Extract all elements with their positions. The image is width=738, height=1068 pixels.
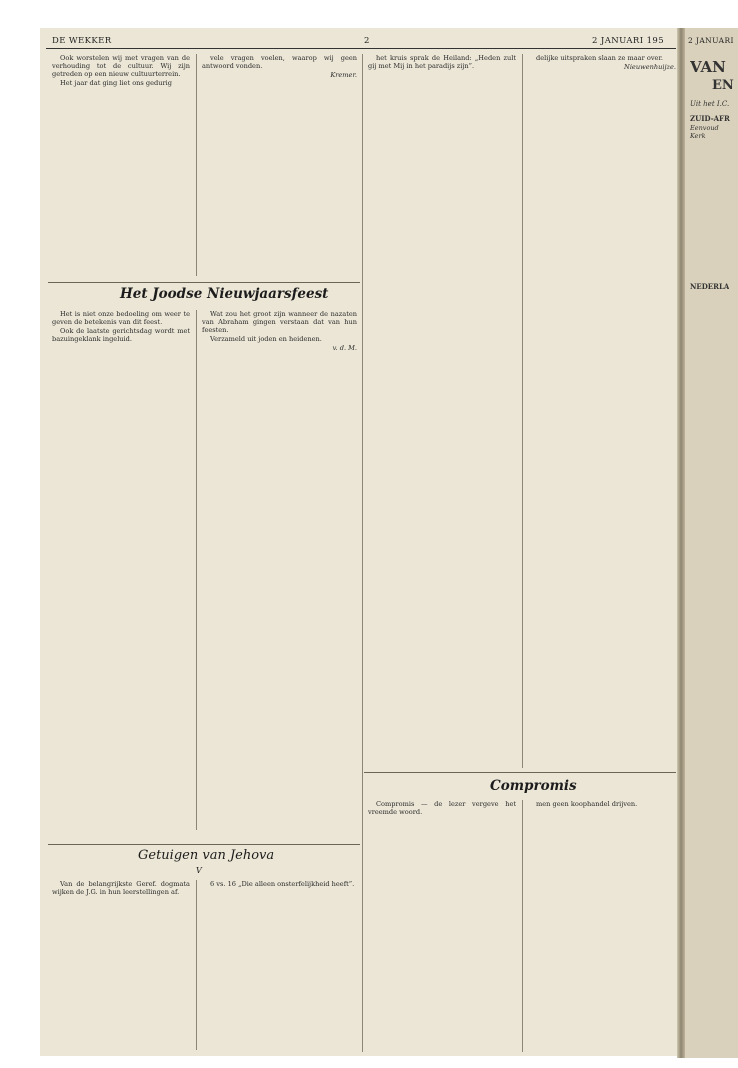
column-divider [196, 880, 197, 1050]
next-page-headline-line2: EN [712, 78, 734, 93]
paragraph: Compromis — de lezer vergeve het vreemde woord. [368, 800, 516, 817]
section-rule [48, 282, 360, 283]
paragraph: Het is niet onze bedoeling om weer te geven de betekenis van dit feest. [52, 310, 190, 327]
column-divider [522, 800, 523, 1052]
column-divider [196, 310, 197, 830]
article-getuigen-col1 [52, 880, 190, 1050]
next-page-section: ZUID-AFR [690, 114, 730, 123]
heading-joodse-nieuwjaarsfeest: Het Joodse Nieuwjaarsfeest [120, 286, 329, 302]
section-rule [364, 772, 676, 773]
paragraph: men geen koophandel drijven. [536, 800, 638, 808]
article-compromis-col2 [528, 800, 676, 1052]
paragraph: Ook de laatste gerichtsdag wordt met bazuingeklank ingeluid. [52, 327, 190, 344]
article-col4 [528, 54, 676, 768]
section-rule [48, 844, 360, 845]
paragraph: Ook worstelen wij met vragen van de verhouding tot de cultuur. Wij zijn getreden op een nieuw cultuurterrein. [52, 54, 190, 79]
next-page-headline: VAN [690, 58, 726, 76]
header-rule [46, 48, 676, 49]
article-joodse-col1 [52, 310, 190, 830]
heading-getuigen-van-jehova: Getuigen van Jehova [138, 848, 275, 863]
article-top-col2 [202, 54, 357, 276]
column-divider [196, 54, 197, 276]
article-getuigen-col2 [202, 880, 357, 1050]
paragraph: Het jaar dat ging liet ons gedurig [60, 79, 172, 88]
header-date: 2 JANUARI 195 [592, 36, 665, 46]
paragraph: 6 vs. 16 „Die alleen onsterfelijkheid heeft”. [210, 880, 355, 888]
column-divider [362, 54, 363, 1052]
heading-part-number: V [196, 866, 202, 875]
next-page-section: Kerk [690, 132, 706, 140]
masthead: DE WEKKER [52, 36, 112, 46]
heading-compromis: Compromis [490, 778, 577, 794]
next-page-section: NEDERLA [690, 282, 730, 291]
next-page-section: Eenvoud [690, 124, 719, 132]
column-divider [522, 54, 523, 768]
next-page-subtitle: Uit het I.C. [690, 100, 730, 108]
next-page-date: 2 JANUARI [688, 36, 734, 45]
article-joodse-col2 [202, 310, 357, 830]
paragraph: Wat zou het groot zijn wanneer de nazaten van Abraham gingen verstaan dat van hun feesten. [202, 310, 357, 335]
article-compromis-col1 [368, 800, 516, 1052]
article-col3 [368, 54, 516, 768]
page-number: 2 [364, 36, 370, 46]
author-signature: Nieuwenhuijze. [624, 63, 676, 72]
page-fold [677, 28, 685, 1058]
paragraph: vele vragen voelen, waarop wij geen antwoord vonden. [202, 54, 357, 71]
paragraph: Van de belangrijkste Geref. dogmata wijken de J.G. in hun leerstellingen af. [52, 880, 190, 897]
paragraph: delijke uitspraken slaan ze maar over. [536, 54, 663, 62]
next-page-sheet [682, 28, 738, 1058]
paragraph: Verzameld uit joden en heidenen. [210, 335, 322, 344]
paragraph: het kruis sprak de Heiland: „Heden zult gij met Mij in het paradijs zijn”. [368, 54, 516, 71]
author-signature: Kremer. [330, 71, 357, 80]
article-top-col1 [52, 54, 190, 276]
author-signature: v. d. M. [332, 344, 357, 353]
